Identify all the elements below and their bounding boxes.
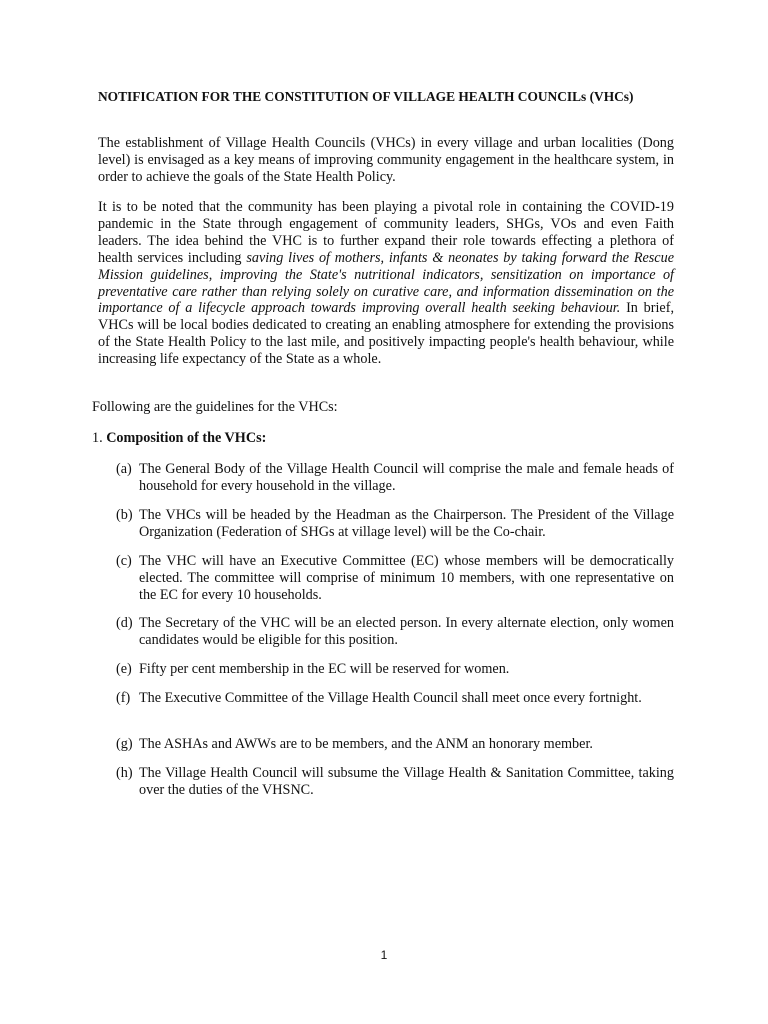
section-heading <box>92 430 266 447</box>
document-title: NOTIFICATION FOR THE CONSTITUTION OF VILLAGE HEALTH COUNCILs (VHCs) <box>98 89 634 104</box>
list-marker: (h) <box>116 765 133 781</box>
list-item <box>116 690 674 707</box>
list-item-text: The VHC will have an Executive Committee (EC) whose members will be democratically elected. The committee will comprise of minimum 10 members, with one representative on the EC for every 10 households. <box>139 553 674 603</box>
page-number: 1 <box>380 948 388 962</box>
list-item-text: The General Body of the Village Health Council will comprise the male and female heads of household for every household in the village. <box>139 461 674 494</box>
list-item <box>116 461 674 495</box>
list-item-text: The VHCs will be headed by the Headman as the Chairperson. The President of the Village Organization (Federation of SHGs at village level) will be the Co-chair. <box>139 507 674 540</box>
section-number: 1. <box>92 430 103 446</box>
community-role-paragraph <box>98 199 674 368</box>
list-item <box>116 507 674 541</box>
intro-paragraph: The establishment of Village Health Councils (VHCs) in every village and urban localities (Dong level) is envisaged as a key means of improving community engagement in the healthcare system, in order to achieve the goals of the State Health Policy. <box>98 135 674 185</box>
paragraph-italic-text: saving lives of mothers, infants & neonates by taking forward the Rescue Mission guidelines, improving the State's nutritional indicators, sensitization on importance of preventative care rather than relying solely on curative care, and information dissemination on the importance of a lifecycle approach towards improving overall health seeking behaviour. <box>98 249 674 317</box>
list-item <box>116 615 674 649</box>
list-item-text: Fifty per cent membership in the EC will be reserved for women. <box>139 661 510 677</box>
paragraph-text-end: In brief, VHCs will be local bodies dedicated to creating an enabling atmosphere for extending the provisions of the State Health Policy to the last mile, and positively impacting people's health behaviour, while increasing life expectancy of the State as a whole. <box>98 300 674 368</box>
list-item-text: The ASHAs and AWWs are to be members, and the ANM an honorary member. <box>139 736 593 752</box>
list-marker: (g) <box>116 736 133 752</box>
guidelines-intro: Following are the guidelines for the VHCs: <box>92 399 338 415</box>
list-marker: (c) <box>116 553 132 569</box>
list-marker: (a) <box>116 461 132 477</box>
list-marker: (e) <box>116 661 132 677</box>
list-item-text: The Secretary of the VHC will be an elected person. In every alternate election, only women candidates would be eligible for this position. <box>139 615 674 648</box>
section-title: Composition of the VHCs: <box>106 430 267 446</box>
list-marker: (b) <box>116 507 133 523</box>
list-item-text: The Executive Committee of the Village Health Council shall meet once every fortnight. <box>139 690 642 706</box>
list-item <box>116 736 674 753</box>
list-marker: (f) <box>116 690 131 706</box>
list-item <box>116 661 674 678</box>
list-item <box>116 765 674 799</box>
paragraph-text: It is to be noted that the community has been playing a pivotal role in containing the COVID-19 pandemic in the State through engagement of community leaders, SHGs, VOs and even Faith leaders. The idea behind the VHC is to further expand their role towards effecting a plethora of health services including <box>98 199 674 266</box>
list-marker: (d) <box>116 615 133 631</box>
list-item <box>116 553 674 604</box>
list-item-text: The Village Health Council will subsume the Village Health & Sanitation Committee, taking over the duties of the VHSNC. <box>139 765 674 798</box>
